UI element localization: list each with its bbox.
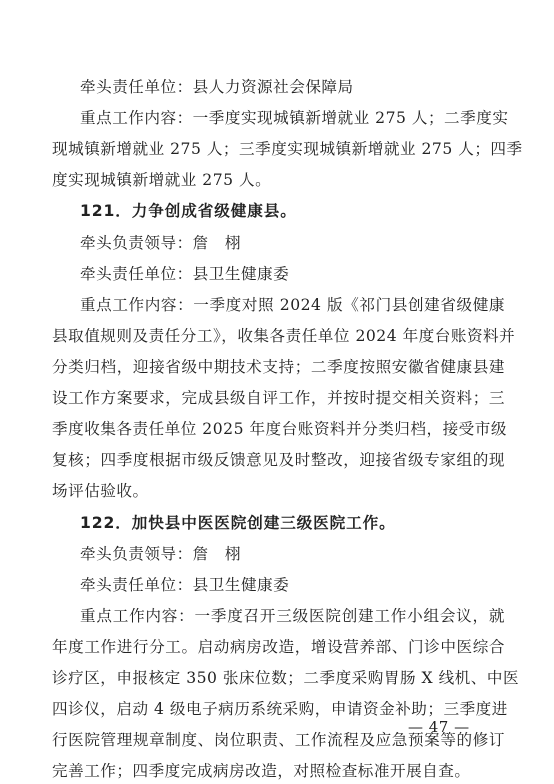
lead-unit-line: 牵头责任单位：县卫生健康委 <box>80 576 290 594</box>
work-content-line: 分类归档，迎接省级中期技术支持；二季度按照安徽省健康县建 <box>52 358 505 376</box>
work-content-line: 年度工作进行分工。启动病房改造，增设营养部、门诊中医综合 <box>52 638 505 656</box>
lead-leader-line: 牵头负责领导：詹 栩 <box>80 234 241 252</box>
work-content-line: 现城镇新增就业 275 人；三季度实现城镇新增就业 275 人；四季 <box>52 140 523 158</box>
work-content-line: 诊疗区，申报核定 350 张床位数；二季度采购胃肠 X 线机、中医 <box>52 669 520 687</box>
work-content-line: 四诊仪，启动 4 级电子病历系统采购，申请资金补助；三季度进 <box>52 700 508 718</box>
work-content-line: 重点工作内容：一季度对照 2024 版《祁门县创建省级健康 <box>80 296 505 314</box>
work-content-line: 重点工作内容：一季度实现城镇新增就业 275 人；二季度实 <box>80 109 509 127</box>
work-content-line: 完善工作；四季度完成病房改造，对照检查标准开展自查。 <box>52 762 471 780</box>
lead-unit-line: 牵头责任单位：县人力资源社会保障局 <box>80 78 354 96</box>
work-content-line: 重点工作内容：一季度召开三级医院创建工作小组会议，就 <box>80 607 505 625</box>
section-heading-121: 121．力争创成省级健康县。 <box>80 202 297 220</box>
work-content-line: 场评估验收。 <box>52 482 149 500</box>
lead-leader-line: 牵头负责领导：詹 栩 <box>80 545 241 563</box>
page-number: — 47 — <box>408 718 470 736</box>
work-content-line: 季度收集各责任单位 2025 年度台账资料并分类归档，接受市级 <box>52 420 507 438</box>
work-content-line: 复核；四季度根据市级反馈意见及时整改，迎接省级专家组的现 <box>52 451 505 469</box>
work-content-line: 设工作方案要求，完成县级自评工作，并按时提交相关资料；三 <box>52 389 505 407</box>
lead-unit-line: 牵头责任单位：县卫生健康委 <box>80 265 290 283</box>
work-content-line: 度实现城镇新增就业 275 人。 <box>52 171 272 189</box>
work-content-line: 行医院管理规章制度、岗位职责、工作流程及应急预案等的修订 <box>52 731 505 749</box>
section-heading-122: 122．加快县中医医院创建三级医院工作。 <box>80 514 396 532</box>
work-content-line: 县取值规则及责任分工》，收集各责任单位 2024 年度台账资料并 <box>52 327 516 345</box>
